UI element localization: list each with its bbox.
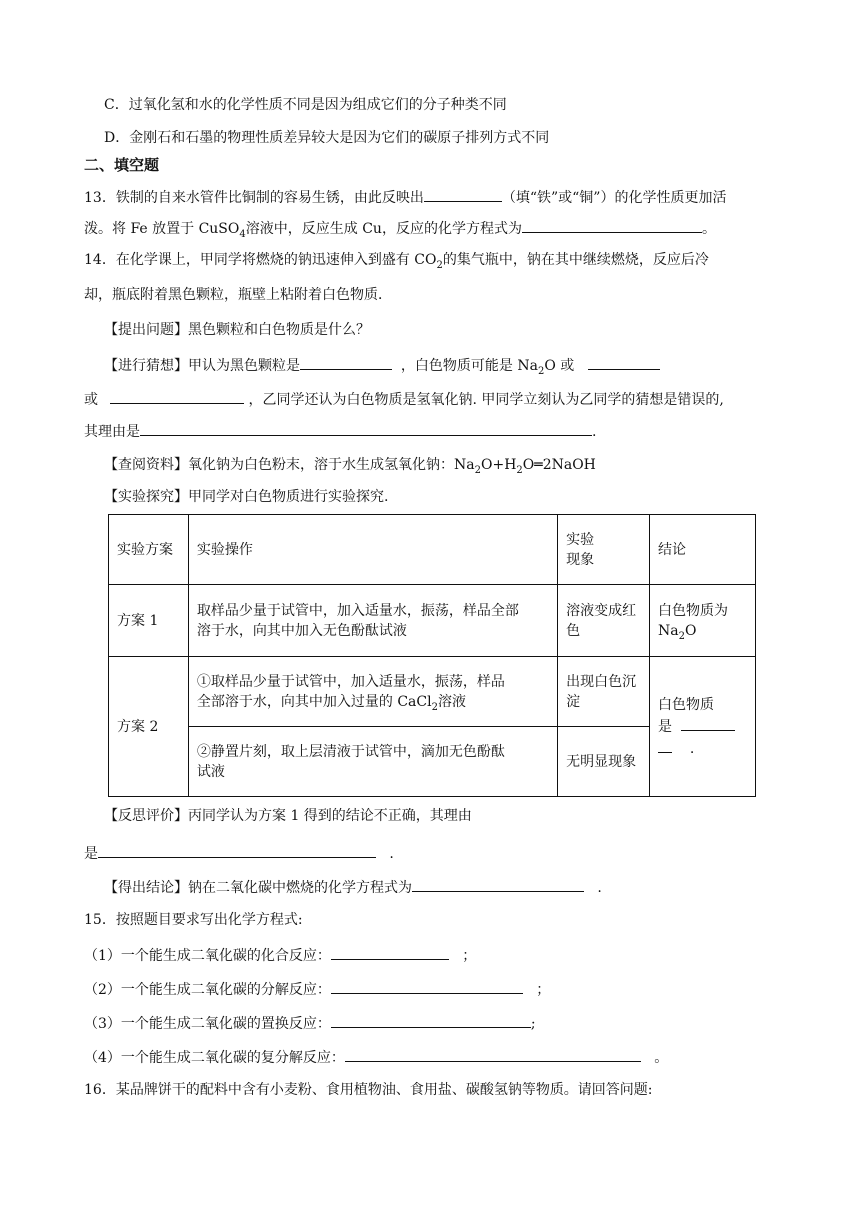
cell-text: 溶液 — [437, 693, 466, 710]
cell-text: 白色物质为 — [658, 602, 728, 619]
q14-text: 其理由是 — [84, 424, 140, 440]
q14-text: . — [597, 880, 602, 896]
q13-text: 。 — [701, 221, 716, 237]
table-row — [109, 657, 756, 727]
table-header-cell: 实验方案 — [109, 515, 189, 585]
answer-blank[interactable] — [345, 1046, 641, 1062]
table-header-cell — [558, 515, 650, 585]
answer-blank[interactable] — [140, 420, 592, 436]
answer-blank[interactable] — [300, 354, 392, 370]
header-text: 实验 — [566, 531, 595, 548]
answer-blank[interactable] — [424, 186, 502, 202]
q15-stem: 15．按照题目要求写出化学方程式: — [84, 912, 303, 928]
answer-blank[interactable] — [681, 715, 735, 731]
cell-text: 白色物质 — [658, 696, 714, 713]
subscript: 2 — [537, 365, 545, 377]
answer-blank[interactable] — [98, 842, 376, 858]
cell-text: Na — [658, 622, 679, 639]
q14-line2: 却，瓶底附着黑色颗粒，瓶壁上粘附着白色物质． — [84, 287, 392, 303]
table-cell — [558, 585, 650, 657]
q15-text: （3）一个能生成二氧化碳的置换反应： — [84, 1016, 331, 1032]
option-c: C．过氧化氢和水的化学性质不同是因为组成它们的分子种类不同 — [104, 97, 507, 113]
q14-text: O+H — [480, 457, 517, 473]
q15-text: 。 — [654, 1050, 669, 1066]
table-cell: 方案 1 — [109, 585, 189, 657]
q15-item-3 — [84, 1012, 536, 1034]
q14-text: 【查阅资料】氧化钠为白色粉末，溶于水生成氢氧化钠：Na — [104, 457, 475, 473]
q15-text: （4）一个能生成二氧化碳的复分解反应： — [84, 1050, 345, 1066]
q14-reason — [84, 420, 596, 442]
cell-text: . — [689, 740, 695, 757]
subscript: 2 — [436, 259, 443, 271]
q14-reflect: 【反思评价】丙同学认为方案 1 得到的结论不正确，其理由 — [104, 808, 472, 824]
answer-blank[interactable] — [412, 876, 584, 892]
q13-text: 泼。将 Fe 放置于 CuSO — [84, 221, 240, 237]
q14-text: 【得出结论】钠在二氧化碳中燃烧的化学方程式为 — [104, 880, 412, 896]
q15-text: ； — [536, 982, 551, 998]
header-text: 现象 — [566, 551, 595, 568]
table-header-row — [109, 515, 756, 585]
q14-or-line — [84, 388, 724, 410]
q14-text: 或 — [84, 392, 98, 408]
answer-blank[interactable] — [522, 217, 702, 233]
q14-question: 【提出问题】黑色颗粒和白色物质是什么？ — [104, 322, 370, 338]
table-header-cell: 实验操作 — [188, 515, 557, 585]
subscript: 2 — [474, 464, 481, 476]
cell-text: 淀 — [566, 693, 581, 710]
subscript: 4 — [239, 228, 246, 240]
table-cell — [188, 585, 557, 657]
q16-stem: 16．某品牌饼干的配料中含有小麦粉、食用植物油、食用盐、碳酸氢钠等物质。请回答问题: — [84, 1082, 653, 1098]
q14-text: 是 — [84, 846, 98, 862]
q15-item-1 — [84, 944, 476, 966]
answer-blank[interactable] — [331, 978, 523, 994]
q14-text: ，白色物质可能是 Na — [400, 358, 538, 374]
q13-text: （填“铁”或“铜”）的化学性质更加活 — [501, 190, 727, 206]
table-cell — [188, 727, 557, 797]
q14-guess — [104, 354, 660, 376]
q13-line1 — [84, 186, 726, 208]
q14-text: 14．在化学课上，甲同学将燃烧的钠迅速伸入到盛有 CO — [84, 252, 437, 268]
q14-text: ，乙同学还认为白色物质是氢氧化钠. 甲同学立刻认为乙同学的猜想是错误的, — [248, 392, 724, 408]
q14-explore: 【实验探究】甲同学对白色物质进行实验探究. — [104, 489, 389, 505]
cell-text: 全部溶于水，向其中加入过量的 CaCl — [196, 693, 432, 710]
q15-item-4 — [84, 1046, 668, 1068]
answer-blank[interactable] — [331, 1012, 531, 1028]
table-cell — [558, 657, 650, 727]
table-cell — [650, 585, 756, 657]
q15-item-2 — [84, 978, 550, 1000]
answer-blank[interactable] — [331, 944, 449, 960]
cell-text: 溶液变成红 — [566, 602, 637, 619]
q13-text: 溶液中，反应生成 Cu，反应的化学方程式为 — [245, 221, 522, 237]
experiment-table — [108, 514, 756, 797]
option-d: D．金刚石和石墨的物理性质差异较大是因为它们的碳原子排列方式不同 — [104, 130, 550, 146]
cell-text: 是 — [658, 718, 672, 735]
table-cell — [188, 657, 557, 727]
q14-text: . — [389, 846, 394, 862]
q15-text: ； — [462, 948, 477, 964]
answer-blank[interactable] — [588, 354, 660, 370]
cell-text: ①取样品少量于试管中，加入适量水，振荡，样品 — [196, 673, 505, 690]
q13-line2 — [84, 217, 716, 239]
cell-text: 色 — [566, 622, 581, 639]
cell-text: 取样品少量于试管中，加入适量水，振荡，样品全部 — [196, 602, 519, 619]
cell-text: O — [684, 622, 697, 639]
q13-text: 13．铁制的自来水管件比铜制的容易生锈，由此反映出 — [84, 190, 424, 206]
q14-text: 【进行猜想】甲认为黑色颗粒是 — [104, 358, 300, 374]
table-cell — [650, 657, 756, 797]
q14-conclude — [104, 876, 602, 898]
table-cell: 无明显现象 — [558, 727, 650, 797]
table-header-cell: 结论 — [650, 515, 756, 585]
q14-line1 — [84, 250, 709, 270]
q14-lookup — [104, 455, 596, 475]
q14-text: O═2NaOH — [522, 457, 596, 473]
subscript: 2 — [678, 630, 685, 642]
subscript: 2 — [516, 464, 523, 476]
q15-text: （2）一个能生成二氧化碳的分解反应： — [84, 982, 331, 998]
q14-text: 的集气瓶中，钠在其中继续燃烧，反应后冷 — [442, 252, 709, 268]
answer-blank[interactable] — [110, 388, 244, 404]
q14-text: . — [592, 424, 597, 440]
answer-blank[interactable] — [658, 737, 672, 753]
table-cell: 方案 2 — [109, 657, 189, 797]
cell-text: 出现白色沉 — [566, 673, 637, 690]
q15-text: ; — [530, 1016, 536, 1032]
cell-text: 溶于水，向其中加入无色酚酞试液 — [196, 622, 407, 639]
q15-text: （1）一个能生成二氧化碳的化合反应： — [84, 948, 331, 964]
cell-text: 试液 — [196, 763, 225, 780]
section-title: 二、填空题 — [84, 156, 160, 174]
table-row — [109, 585, 756, 657]
q14-reflect-line2 — [84, 842, 394, 864]
cell-text: ②静置片刻，取上层清液于试管中，滴加无色酚酞 — [196, 743, 505, 760]
q14-text: O 或 — [544, 358, 575, 374]
subscript: 2 — [431, 701, 438, 713]
